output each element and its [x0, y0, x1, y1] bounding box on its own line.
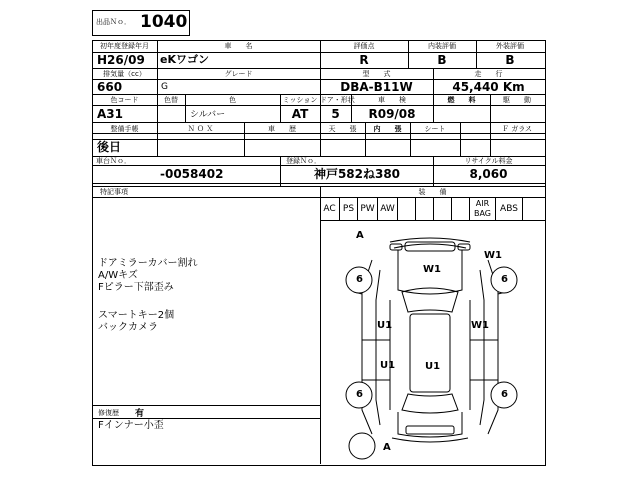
- car-damage-diagram: [320, 220, 545, 464]
- remarks-label: 特記事項: [100, 188, 128, 196]
- mission-label: ミッション: [282, 96, 318, 104]
- grade-value: G: [161, 82, 168, 92]
- interior-score-value: B: [437, 53, 447, 67]
- remark-line: Fピラー下部歪み: [98, 282, 174, 293]
- model-value: DBA-B11W: [340, 80, 413, 94]
- tire-front-left-value: 6: [356, 274, 363, 285]
- equipment-cell: AIR BAG: [470, 197, 496, 220]
- equipment-cell: AC: [320, 197, 340, 220]
- color-type-label: 色替: [164, 96, 178, 104]
- nox-label: Ｎ Ｏ Ｘ: [187, 125, 214, 133]
- seat-label: シート: [424, 125, 446, 133]
- mark-right-w1: W1: [471, 320, 489, 331]
- color-code-value: A31: [97, 107, 123, 121]
- chassis-label: 車台Ｎｏ．: [96, 157, 131, 165]
- remark-line: バックカメラ: [98, 322, 158, 333]
- score-label: 評価点: [353, 42, 375, 50]
- mark-rear-a: A: [383, 442, 391, 453]
- tire-rear-right-value: 6: [501, 389, 508, 400]
- mark-rear-left-u1: U1: [380, 360, 396, 371]
- chassis-value: -0058402: [160, 167, 224, 181]
- tire-rear-left-value: 6: [356, 389, 363, 400]
- mark-roof-u1: U1: [425, 361, 441, 372]
- remark-line: スマートキー2個: [98, 310, 175, 321]
- car-name-label: 車 名: [224, 42, 253, 50]
- reg-no-label: 登録Ｎｏ．: [286, 157, 321, 165]
- model-label: 型 式: [362, 70, 391, 78]
- remark-line: [98, 294, 318, 310]
- remark-line: A/Wキズ: [98, 270, 138, 281]
- equipment-cell: [416, 197, 434, 220]
- repair-value: 有: [135, 409, 145, 419]
- equipment-cell: [398, 197, 416, 220]
- door-shape-label: ドア・形状: [320, 96, 355, 104]
- color-value: シルバー: [190, 110, 226, 120]
- displacement-value: 660: [97, 80, 123, 94]
- recycle-label: リサイクル料金: [464, 157, 513, 165]
- exterior-score-value: B: [505, 53, 515, 67]
- reg-no-value: 神戸582ね380: [313, 167, 401, 181]
- remark-line: ドアミラーカバー割れ: [98, 258, 198, 269]
- lot-number: 1040: [140, 12, 188, 32]
- interior-score-label: 内装評価: [428, 42, 456, 50]
- lot-number-label: 出品Ｎｏ．: [96, 18, 131, 26]
- color-label: 色: [229, 96, 236, 104]
- repair-note: Fインナー小歪: [98, 420, 164, 431]
- equipment-cell: PS: [340, 197, 358, 220]
- manual-value: 後日: [97, 140, 122, 154]
- drive-label: 駆 動: [503, 96, 531, 104]
- first-reg-label: 初年度登録年月: [100, 42, 149, 50]
- remarks-list: [98, 258, 318, 334]
- mark-fender-w1: W1: [484, 250, 502, 261]
- equipment-cell: PW: [358, 197, 378, 220]
- mileage-value: 45,440 Km: [452, 80, 525, 94]
- tire-front-right-value: 6: [501, 274, 508, 285]
- equipment-cell: ABS: [496, 197, 523, 220]
- mark-hood-w1: W1: [423, 264, 441, 275]
- displacement-label: 排気量（cc）: [103, 70, 146, 78]
- recycle-value: 8,060: [469, 167, 508, 181]
- repair-label: 修復歴: [98, 409, 119, 417]
- inspection-label: 車 検: [378, 96, 406, 104]
- inspection-value: R09/08: [368, 107, 416, 121]
- equipment-row: [320, 197, 545, 220]
- equipment-label: 装 備: [418, 188, 447, 196]
- fuel-label: 燃 料: [447, 96, 476, 104]
- car-name-value: eKワゴン: [160, 53, 209, 66]
- interior-trim-label: 内 張: [373, 125, 402, 133]
- manual-label: 整備手帳: [110, 125, 139, 133]
- car-history-label: 車 歴: [268, 125, 296, 133]
- mark-left-u1: U1: [377, 320, 393, 331]
- mark-front-a: A: [356, 230, 364, 241]
- grade-label: グレード: [224, 70, 253, 78]
- door-shape-value: 5: [331, 107, 340, 121]
- equipment-cell: [452, 197, 470, 220]
- mission-value: AT: [291, 107, 309, 121]
- mileage-label: 走 行: [474, 70, 503, 78]
- sunroof-label: 天 張: [328, 125, 357, 133]
- score-value: R: [359, 53, 369, 67]
- exterior-score-label: 外装評価: [496, 42, 524, 50]
- first-reg-value: H26/09: [97, 53, 145, 67]
- equipment-cell: AW: [378, 197, 398, 220]
- equipment-cell: [434, 197, 452, 220]
- color-code-label: 色コード: [110, 96, 139, 104]
- f-glass-label: Ｆ ガラス: [501, 125, 532, 133]
